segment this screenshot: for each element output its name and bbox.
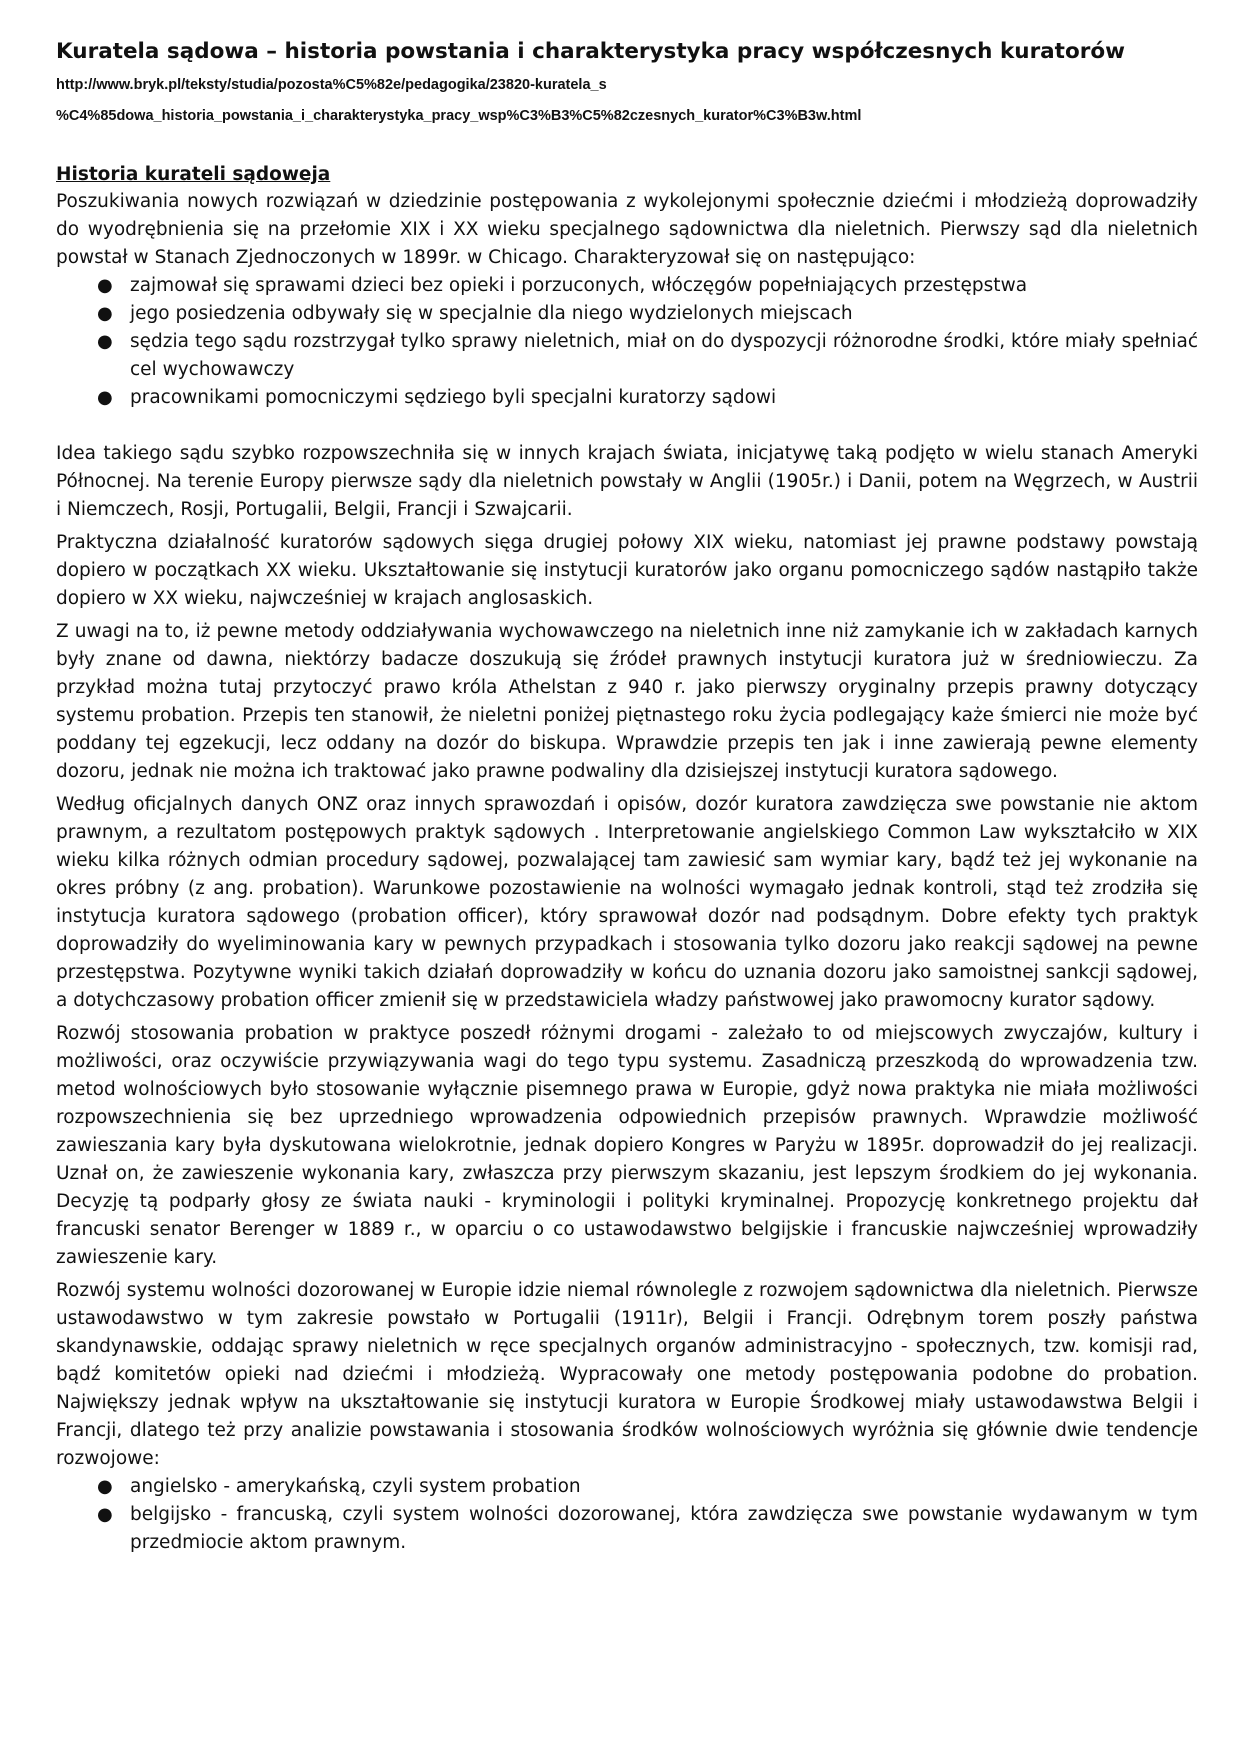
first-bullet-list	[56, 272, 1198, 412]
paragraph-3: Z uwagi na to, iż pewne metody oddziaływania wychowawczego na nieletnich inne niż zamykanie ich w zakładach karnych były znane od dawna, niektórzy badacze doszukują się źródeł prawnych instytucji kuratora już w średniowieczu. Za przykład można tutaj przytoczyć prawo króla Athelstan z 940 r. jako pierwszy oryginalny przepis prawny dotyczący systemu probation. Przepis ten stanowił, że nieletni poniżej piętnastego roku życia podlegający każe śmierci nie może być poddany tej egzekucji, lecz oddany na dozór do biskupa. Wprawdzie przepis ten jak i inne zawierają pewne elementy dozoru, jednak nie można ich traktować jako prawne podwaliny dla dzisiejszej instytucji kuratora sądowego.	[56, 621, 1198, 782]
list-item: ● sędzia tego sądu rozstrzygał tylko sprawy nieletnich, miał on do dyspozycji różnorodne środki, które miały spełniać cel wychowawczy	[130, 328, 1198, 384]
paragraph-5: Rozwój stosowania probation w praktyce poszedł różnymi drogami - zależało to od miejscowych zwyczajów, kultury i możliwości, oraz oczywiście przywiązywania wagi do tego typu systemu. Zasadniczą przeszkodą do wprowadzenia tzw. metod wolnościowych było stosowanie wyłącznie pisemnego prawa w Europie, gdyż nowa praktyka nie miała możliwości rozpowszechnienia się bez uprzedniego wprowadzenia odpowiednich przepisów prawnych. Wprawdzie możliwość zawieszania kary była dyskutowana wielokrotnie, jednak dopiero Kongres w Paryżu w 1895r. doprowadził do jej realizacji. Uznał on, że zawieszenie wykonania kary, zwłaszcza przy pierwszym skazaniu, jest lepszym środkiem do jej wykonania. Decyzję tą podparły głosy ze świata nauki - kryminologii i polityki kryminalnej. Propozycję konkretnego projektu dał francuski senator Berenger w 1889 r., w oparciu o co ustawodawstwo belgijskie i francuskie najwcześniej wprowadziły zawieszenie kary.	[56, 1023, 1198, 1268]
paragraph-2: Praktyczna działalność kuratorów sądowych sięga drugiej połowy XIX wieku, natomiast jej prawne podstawy powstają dopiero w początkach XX wieku. Ukształtowanie się instytucji kuratorów jako organu pomocniczego sądów nastąpiło także dopiero w XX wieku, najwcześniej w krajach anglosaskich.	[56, 532, 1198, 609]
intro-paragraph: Poszukiwania nowych rozwiązań w dziedzinie postępowania z wykolejonymi społecznie dziećmi i młodzieżą doprowadziły do wyodrębnienia się na przełomie XIX i XX wieku specjalnego sądownictwa dla nieletnich. Pierwszy sąd dla nieletnich powstał w Stanach Zjednoczonych w 1899r. w Chicago. Charakteryzował się on następująco:	[56, 191, 1198, 268]
list-item: ● pracownikami pomocniczymi sędziego byli specjalni kuratorzy sądowi	[130, 384, 1198, 412]
document-page	[56, 38, 1198, 1557]
source-url-line-2[interactable]: %C4%85dowa_historia_powstania_i_charakterystyka_pracy_wsp%C3%B3%C5%82czesnych_kurator%C3%B3w.html	[56, 108, 862, 124]
bullet-icon: ●	[97, 1476, 113, 1497]
bullet-icon: ●	[97, 331, 113, 352]
document-title: Kuratela sądowa – historia powstania i charakterystyka pracy współczesnych kuratorów	[56, 39, 1125, 64]
source-url-line-1[interactable]: http://www.bryk.pl/teksty/studia/pozosta%C5%82e/pedagogika/23820-kuratela_s	[56, 77, 607, 93]
bullet-icon: ●	[97, 387, 113, 408]
list-item: ● jego posiedzenia odbywały się w specjalnie dla niego wydzielonych miejscach	[130, 300, 1198, 328]
list-item: ● belgijsko - francuską, czyli system wolności dozorowanej, która zawdzięcza swe powstanie wydawanym w tym przedmiocie aktom prawnym.	[130, 1501, 1198, 1557]
paragraph-4: Według oficjalnych danych ONZ oraz innych sprawozdań i opisów, dozór kuratora zawdzięcza swe powstanie nie aktom prawnym, a rezultatom postępowych praktyk sądowych . Interpretowanie angielskiego Common Law wykształciło w XIX wieku kilka różnych odmian procedury sądowej, pozwalającej tam zawiesić sam wymiar kary, bądź też jej wykonanie na okres próbny (z ang. probation). Warunkowe pozostawienie na wolności wymagało jednak kontroli, stąd też zrodziła się instytucja kuratora sądowego (probation officer), który sprawował dozór nad podsądnym. Dobre efekty tych praktyk doprowadziły do wyeliminowania kary w pewnych przypadkach i stosowania tylko dozoru jako reakcji sądowej na pewne przestępstwa. Pozytywne wyniki takich działań doprowadziły w końcu do uznania dozoru jako samoistnej sankcji sądowej, a dotychczasowy probation officer zmienił się w przedstawiciela władzy państwowej jako prawomocny kurator sądowy.	[56, 794, 1198, 1011]
section-heading: Historia kurateli sądoweja	[56, 164, 331, 185]
list-item: ● angielsko - amerykańską, czyli system probation	[130, 1473, 1198, 1501]
bullet-icon: ●	[97, 275, 113, 296]
bullet-icon: ●	[97, 303, 113, 324]
spacer	[56, 412, 1198, 440]
paragraph-6: Rozwój systemu wolności dozorowanej w Europie idzie niemal równolegle z rozwojem sądownictwa dla nieletnich. Pierwsze ustawodawstwo w tym zakresie powstało w Portugalii (1911r), Belgii i Francji. Odrębnym torem poszły państwa skandynawskie, oddając sprawy nieletnich w ręce specjalnych organów administracyjno - społecznych, tzw. komisji rad, bądź komitetów opieki nad dziećmi i młodzieżą. Wypracowały one metody postępowania podobne do probation. Największy jednak wpływ na ukształtowanie się instytucji kuratora w Europie Środkowej miały ustawodawstwa Belgii i Francji, dlatego też przy analizie powstawania i stosowania środków wolnościowych wyróżnia się głównie dwie tendencje rozwojowe:	[56, 1280, 1198, 1469]
second-bullet-list	[56, 1473, 1198, 1557]
bullet-icon: ●	[97, 1504, 113, 1525]
paragraph-1: Idea takiego sądu szybko rozpowszechniła się w innych krajach świata, inicjatywę taką podjęto w wielu stanach Ameryki Północnej. Na terenie Europy pierwsze sądy dla nieletnich powstały w Anglii (1905r.) i Danii, potem na Węgrzech, w Austrii i Niemczech, Rosji, Portugalii, Belgii, Francji i Szwajcarii.	[56, 443, 1198, 520]
list-item: ● zajmował się sprawami dzieci bez opieki i porzuconych, włóczęgów popełniających przestępstwa	[130, 272, 1198, 300]
